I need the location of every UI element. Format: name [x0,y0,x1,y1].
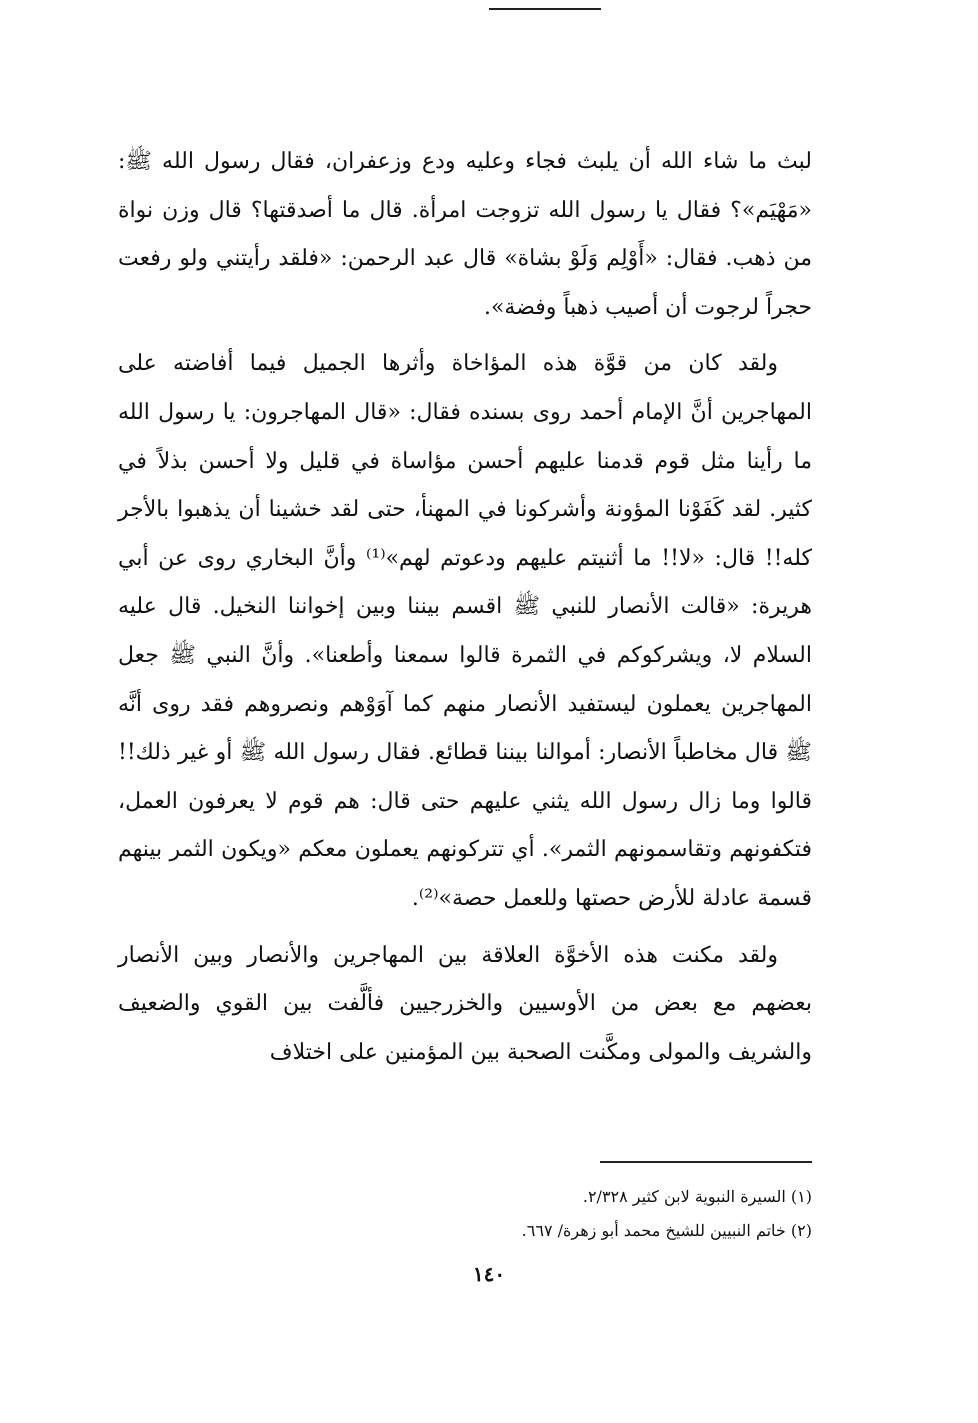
body-paragraph-3: ولقد مكنت هذه الأخوَّة العلاقة بين المهاجرين والأنصار وبين الأنصار بعضهم مع بعض من الأوسيين والخزرجيين فألَّفت بين القوي والضعيف والشريف والمولى ومكَّنت الصحبة بين المؤمنين على اختلاف [118,942,812,1065]
footnotes [300,1180,812,1248]
footnote-separator [600,1161,812,1163]
header-rule [489,8,601,10]
page-body [118,138,812,1077]
body-paragraph-1: لبث ما شاء الله أن يلبث فجاء وعليه ودع وزعفران، فقال رسول الله ﷺ: «مَهْيَم»؟ فقال يا رسول الله تزوجت امرأة. قال ما أصدقتها؟ قال وزن نواة من ذهب. فقال: «أَوْلِم وَلَوْ بشاة» قال عبد الرحمن: «فلقد رأيتني ولو رفعت حجراً لرجوت أن أصيب ذهباً وفضة». [118,149,812,320]
footnote-1: (١) السيرة النبوية لابن كثير ٢/٣٢٨. [582,1187,812,1206]
body-paragraph-2: ولقد كان من قوَّة هذه المؤاخاة وأثرها الجميل فيما أفاضته على المهاجرين أنَّ الإمام أحمد روى بسنده فقال: «قال المهاجرون: يا رسول الله ما رأينا مثل قوم قدمنا عليهم أحسن مؤاساة في قليل ولا أحسن بذلاً في كثير. لقد كَفَوْنا المؤونة وأشركونا في المهنأ، حتى لقد خشينا أن يذهبوا بالأجر كله!! قال: «لا!! ما أثنيتم عليهم ودعوتم لهم»⁽¹⁾ وأنَّ البخاري روى عن أبي هريرة: «قالت الأنصار للنبي ﷺ اقسم بيننا وبين إخواننا النخيل. قال عليه السلام لا، ويشركوكم في الثمرة قالوا سمعنا وأطعنا». وأنَّ النبي ﷺ جعل المهاجرين يعملون ليستفيد الأنصار منهم كما آوَوْهم ونصروهم فقد روى أنَّه ﷺ قال مخاطباً الأنصار: أموالنا بيننا قطائع. فقال رسول الله ﷺ أو غير ذلك!! قالوا وما زال رسول الله يثني عليهم حتى قال: هم قوم لا يعرفون العمل، فتكفونهم وتقاسمونهم الثمر». أي تتركونهم يعملون معكم «ويكون الثمر بينهم قسمة عادلة للأرض حصتها وللعمل حصة»⁽²⁾. [118,351,812,911]
footnote-2: (٢) خاتم النبيين للشيخ محمد أبو زهرة/ ٦٦٧. [521,1221,812,1240]
page-number: ١٤٠ [472,1262,506,1286]
